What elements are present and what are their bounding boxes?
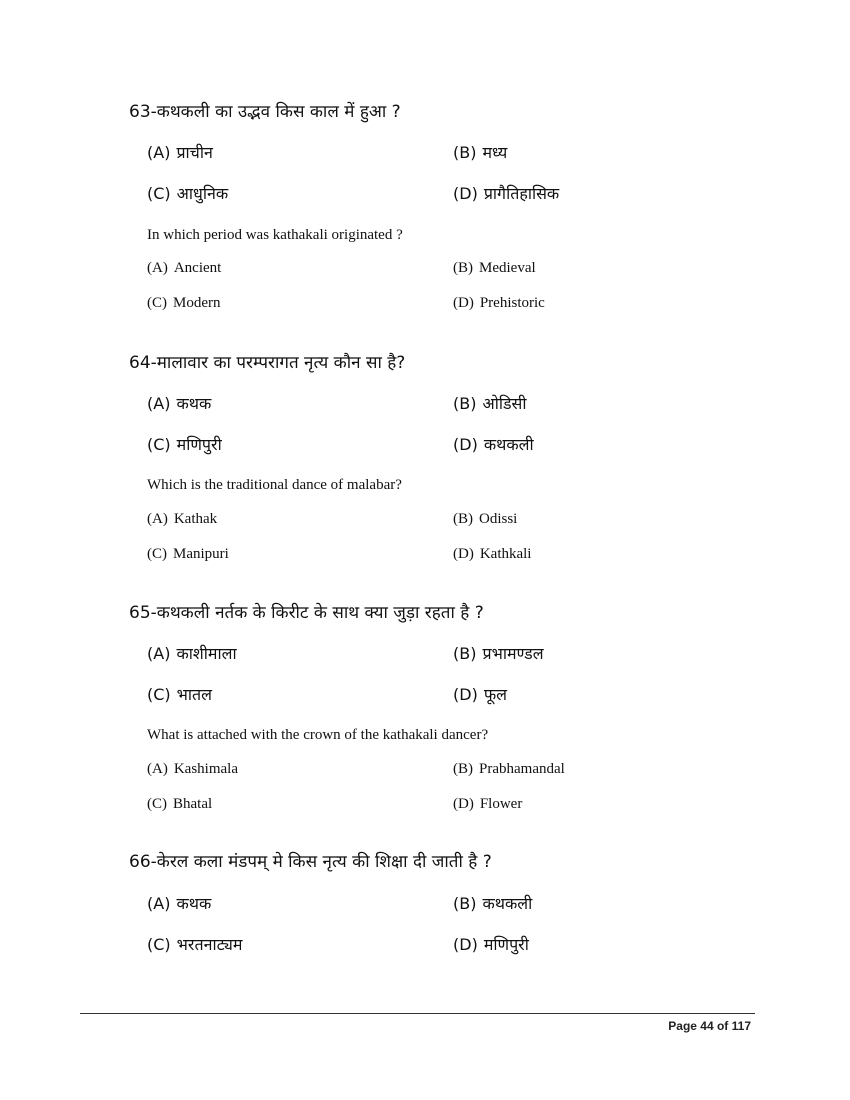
option-a-hindi [147, 893, 211, 915]
option-letter: (C) [147, 796, 167, 812]
option-text: भातल [176, 685, 213, 704]
option-d-hindi [453, 684, 507, 706]
option-text: मणिपुरी [176, 435, 222, 454]
option-c-english [147, 293, 221, 313]
option-d-hindi [453, 183, 559, 205]
option-c-english [147, 544, 229, 564]
option-a-english [147, 759, 238, 779]
option-text: Kathak [173, 511, 218, 527]
page-number: Page 44 of 117 [668, 1019, 751, 1033]
option-d-english [453, 293, 545, 313]
option-letter: (B) [453, 644, 477, 663]
option-letter: (B) [453, 894, 477, 913]
option-text: Odissi [479, 511, 518, 527]
option-b-hindi [453, 643, 544, 665]
option-b-english [453, 759, 565, 779]
option-letter: (A) [147, 894, 171, 913]
option-c-hindi [147, 934, 242, 956]
option-text: कथकली [482, 894, 533, 913]
option-text: प्राचीन [176, 143, 213, 162]
footer-divider [80, 1013, 755, 1014]
option-letter: (A) [147, 644, 171, 663]
option-a-english [147, 509, 217, 529]
option-letter: (C) [147, 685, 171, 704]
option-b-hindi [453, 893, 532, 915]
option-text: Medieval [479, 260, 536, 276]
option-text: कथक [176, 894, 212, 913]
option-text: प्रागैतिहासिक [483, 184, 560, 203]
option-letter: (D) [453, 546, 474, 562]
option-letter: (B) [453, 511, 473, 527]
option-letter: (D) [453, 295, 474, 311]
option-letter: (A) [147, 260, 168, 276]
option-d-english [453, 544, 531, 564]
option-d-hindi [453, 434, 534, 456]
question-text-english: Which is the traditional dance of malabar? [147, 477, 402, 493]
option-letter: (D) [453, 685, 478, 704]
option-c-english [147, 794, 212, 814]
option-letter: (B) [453, 761, 473, 777]
option-letter: (B) [453, 394, 477, 413]
option-letter: (B) [453, 143, 477, 162]
option-c-hindi [147, 684, 212, 706]
option-b-english [453, 258, 536, 278]
option-a-hindi [147, 393, 211, 415]
question-text-hindi: 63-कथकली का उद्भव किस काल में हुआ ? [129, 102, 401, 122]
option-text: Bhatal [173, 796, 213, 812]
option-letter: (C) [147, 435, 171, 454]
option-text: ओडिसी [482, 394, 527, 413]
question-text-hindi: 64-मालावार का परम्परागत नृत्य कौन सा है? [129, 353, 406, 373]
option-text: Ancient [173, 260, 222, 276]
option-letter: (D) [453, 184, 478, 203]
option-text: Kashimala [173, 761, 238, 777]
option-text: Kathkali [479, 546, 532, 562]
option-letter: (A) [147, 143, 171, 162]
option-letter: (C) [147, 184, 171, 203]
question-text-hindi: 66-केरल कला मंडपम् मे किस नृत्य की शिक्षा दी जाती है ? [129, 852, 492, 872]
option-text: Prehistoric [479, 295, 545, 311]
option-text: मध्य [482, 143, 508, 162]
option-text: काशीमाला [176, 644, 237, 663]
option-letter: (B) [453, 260, 473, 276]
option-a-hindi [147, 643, 237, 665]
option-letter: (D) [453, 796, 474, 812]
option-letter: (A) [147, 394, 171, 413]
question-text-hindi: 65-कथकली नर्तक के किरीट के साथ क्या जुड़ा रहता है ? [129, 603, 484, 623]
option-letter: (C) [147, 295, 167, 311]
option-c-hindi [147, 434, 222, 456]
option-letter: (A) [147, 511, 168, 527]
option-text: Manipuri [173, 546, 229, 562]
option-text: प्रभामण्डल [482, 644, 544, 663]
option-text: Prabhamandal [479, 761, 565, 777]
option-b-hindi [453, 393, 527, 415]
option-text: कथकली [483, 435, 534, 454]
option-letter: (D) [453, 435, 478, 454]
question-text-english: What is attached with the crown of the kathakali dancer? [147, 727, 489, 743]
option-letter: (D) [453, 935, 478, 954]
option-b-english [453, 509, 517, 529]
option-text: Modern [173, 295, 221, 311]
option-letter: (A) [147, 761, 168, 777]
option-b-hindi [453, 142, 507, 164]
option-text: भरतनाट्यम [176, 935, 243, 954]
option-a-english [147, 258, 221, 278]
option-c-hindi [147, 183, 228, 205]
option-letter: (C) [147, 546, 167, 562]
option-d-english [453, 794, 522, 814]
option-text: मणिपुरी [483, 935, 529, 954]
question-text-english: In which period was kathakali originated ? [147, 227, 403, 243]
option-text: आधुनिक [176, 184, 229, 203]
option-text: Flower [479, 796, 523, 812]
option-d-hindi [453, 934, 529, 956]
option-text: कथक [176, 394, 212, 413]
option-text: फूल [483, 685, 507, 704]
option-letter: (C) [147, 935, 171, 954]
option-a-hindi [147, 142, 213, 164]
